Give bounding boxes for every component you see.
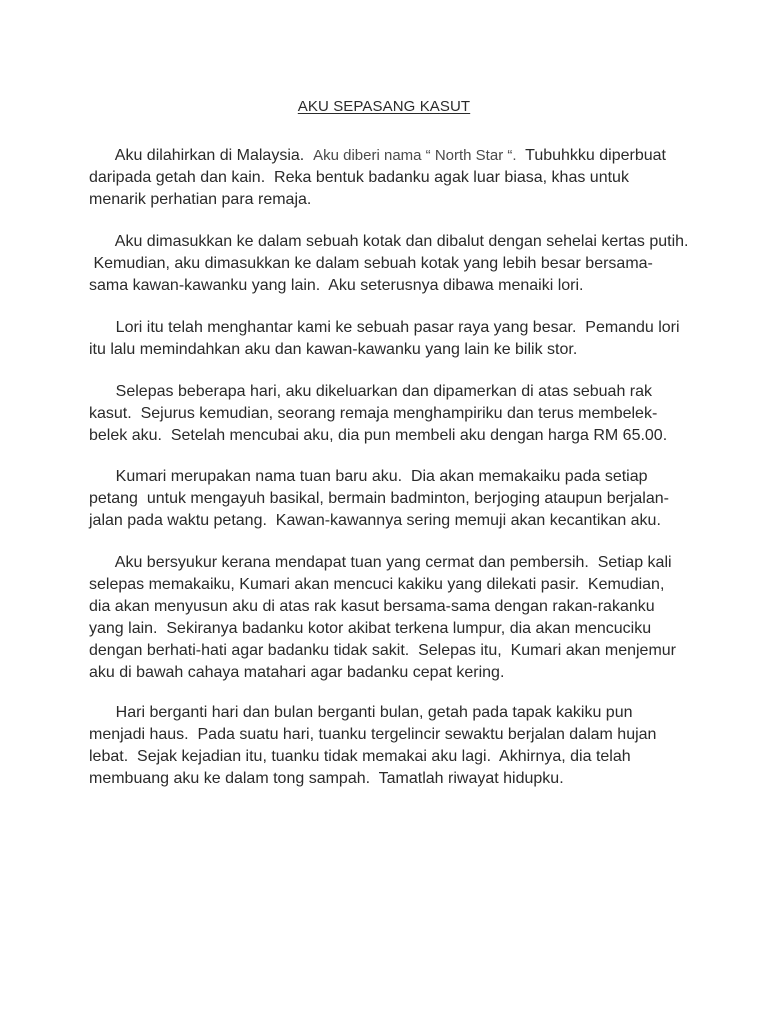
paragraph-2 — [89, 231, 689, 297]
paragraph-line — [89, 145, 689, 167]
paragraph-line: Kumari merupakan nama tuan baru aku. Dia akan memakaiku pada setiap — [89, 468, 648, 485]
paragraph-line: Hari berganti hari dan bulan berganti bulan, getah pada tapak kakiku pun — [89, 704, 633, 721]
paragraph-line: Aku dimasukkan ke dalam sebuah kotak dan dibalut dengan sehelai kertas putih. — [89, 233, 689, 250]
paragraph-line: membuang aku ke dalam tong sampah. Tamatlah riwayat hidupku. — [89, 770, 564, 787]
paragraph-line: menjadi haus. Pada suatu hari, tuanku tergelincir sewaktu berjalan dalam hujan — [89, 726, 657, 743]
paragraph-line: yang lain. Sekiranya badanku kotor akibat terkena lumpur, dia akan mencuciku — [89, 620, 652, 637]
paragraph-line: dengan berhati-hati agar badanku tidak sakit. Selepas itu, Kumari akan menjemur — [89, 642, 677, 659]
paragraph-4 — [89, 381, 689, 447]
paragraph-line: kasut. Sejurus kemudian, seorang remaja menghampiriku dan terus membelek- — [89, 405, 658, 422]
paragraph-6 — [89, 552, 689, 684]
paragraph-line: jalan pada waktu petang. Kawan-kawannya sering memuji akan kecantikan aku. — [89, 512, 661, 529]
text-run: Aku dilahirkan di Malaysia. — [89, 147, 314, 164]
paragraph-line: dia akan menyusun aku di atas rak kasut bersama-sama dengan rakan-rakanku — [89, 598, 655, 615]
paragraph-line: itu lalu memindahkan aku dan kawan-kawanku yang lain ke bilik stor. — [89, 341, 578, 358]
paragraph-line: Selepas beberapa hari, aku dikeluarkan dan dipamerkan di atas sebuah rak — [89, 383, 653, 400]
paragraph-line: aku di bawah cahaya matahari agar badanku cepat kering. — [89, 664, 505, 681]
paragraph-line: Lori itu telah menghantar kami ke sebuah pasar raya yang besar. Pemandu lori — [89, 319, 680, 336]
paragraph-line: Aku bersyukur kerana mendapat tuan yang cermat dan pembersih. Setiap kali — [89, 554, 672, 571]
paragraph-line: sama kawan-kawanku yang lain. Aku seterusnya dibawa menaiki lori. — [89, 277, 584, 294]
paragraph-line: selepas memakaiku, Kumari akan mencuci kakiku yang dilekati pasir. Kemudian, — [89, 576, 665, 593]
text-run: Tubuhkku diperbuat — [516, 147, 666, 164]
paragraph-line: Kemudian, aku dimasukkan ke dalam sebuah kotak yang lebih besar bersama- — [89, 255, 653, 272]
paragraph-line: belek aku. Setelah mencubai aku, dia pun membeli aku dengan harga RM 65.00. — [89, 427, 668, 444]
shoe-name-text: Aku diberi nama “ North Star “. — [313, 147, 517, 164]
paragraph-line: lebat. Sejak kejadian itu, tuanku tidak memakai aku lagi. Akhirnya, dia telah — [89, 748, 631, 765]
paragraph-line: menarik perhatian para remaja. — [89, 191, 312, 208]
document-title: AKU SEPASANG KASUT — [297, 98, 471, 115]
paragraph-3 — [89, 317, 689, 361]
paragraph-1 — [89, 145, 689, 211]
paragraph-7 — [89, 702, 689, 790]
paragraph-5 — [89, 466, 689, 532]
paragraph-line: petang untuk mengayuh basikal, bermain badminton, berjoging ataupun berjalan- — [89, 490, 669, 507]
paragraph-line: daripada getah dan kain. Reka bentuk badanku agak luar biasa, khas untuk — [89, 169, 629, 186]
